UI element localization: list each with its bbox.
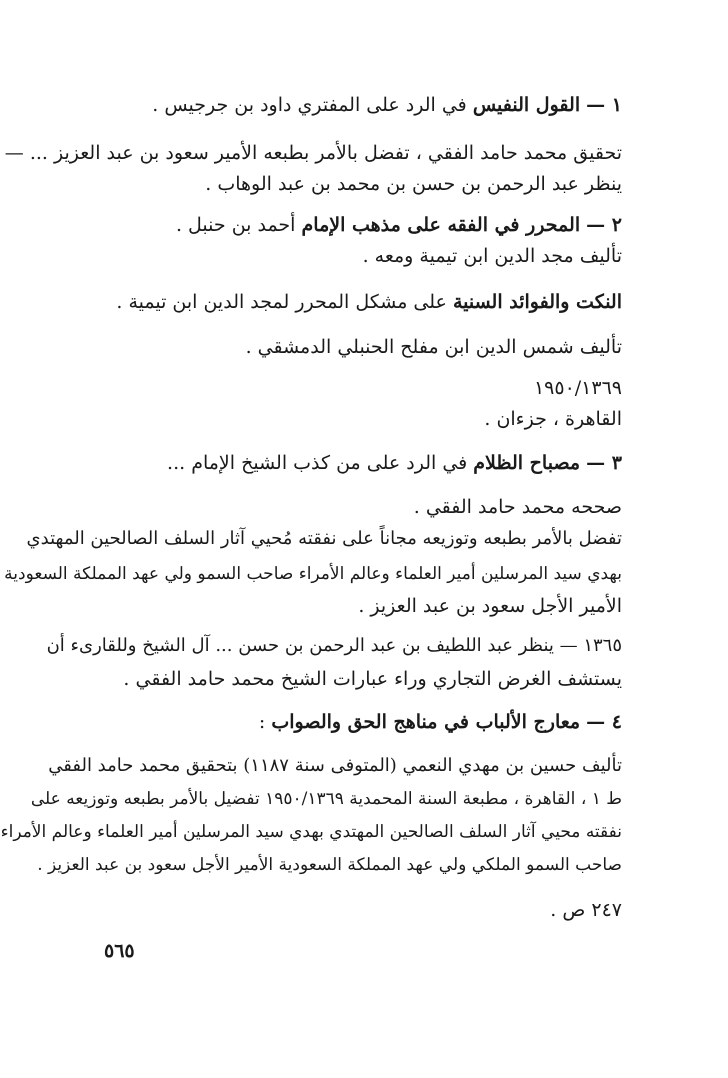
entry-nukat-line-2: ١٩٥٠/١٣٦٩ [533,377,622,399]
entry-1-title: القول النفيس [472,94,581,116]
entry-3-heading [167,450,622,476]
entry-3-line-2: تفضل بالأمر بطبعه وتوزيعه مجاناً على نفقته مُحيي آثار السلف الصالحين المهتدي [26,528,622,549]
page-number: ٥٦٥ [104,940,135,962]
entry-1-line-1: تحقيق محمد حامد الفقي ، تفضل بالأمر بطبعه الأمير سعود بن عبد العزيز ... — [4,142,622,164]
entry-2-title: المحرر في الفقه على مذهب الإمام [301,214,581,236]
entry-3-line-3: بهدي سيد المرسلين أمير العلماء وعالم الأمراء صاحب السمو ولي عهد المملكة السعودية [4,564,622,584]
entry-3-rest: في الرد على من كذب الشيخ الإمام ... [167,452,468,474]
entry-nukat-line-3: القاهرة ، جزءان . [484,408,622,430]
entry-nukat-line-1: تأليف شمس الدين ابن مفلح الحنبلي الدمشقي . [245,336,622,358]
entry-3-number: ٣ — [586,452,622,474]
entry-4-line-4: صاحب السمو الملكي ولي عهد المملكة السعودية الأمير الأجل سعود بن عبد العزيز . [37,855,622,875]
entry-nukat-rest: على مشكل المحرر لمجد الدين ابن تيمية . [116,291,447,313]
entry-4-line-2: ط ١ ، القاهرة ، مطبعة السنة المحمدية ١٩٥٠/١٣٦٩ تفضيل بالأمر بطبعه وتوزيعه على [30,789,622,809]
entry-4-number: ٤ — [586,711,622,733]
entry-3-line-5: ١٣٦٥ — ينظر عبد اللطيف بن عبد الرحمن بن حسن ... آل الشيخ وللقارىء أن [46,635,622,656]
entry-4-line-5: ٢٤٧ ص . [550,899,622,921]
entry-1-line-2: ينظر عبد الرحمن بن حسن بن محمد بن عبد الوهاب . [205,173,622,195]
entry-4-rest: : [258,711,266,733]
entry-4-line-1: تأليف حسين بن مهدي النعمي (المتوفى سنة ١١٨٧) بتحقيق محمد حامد الفقي [48,755,622,776]
entry-3-line-1: صححه محمد حامد الفقي . [413,496,622,518]
entry-3-line-6: يستشف الغرض التجاري وراء عبارات الشيخ محمد حامد الفقي . [123,668,622,690]
entry-4-heading [259,709,622,735]
entry-2-line-1: تأليف مجد الدين ابن تيمية ومعه . [362,245,622,267]
entry-4-title: معارج الألباب في مناهج الحق والصواب [271,711,581,733]
entry-3-title: مصباح الظلام [473,452,581,474]
entry-1-number: ١ — [586,94,622,116]
entry-2-rest: أحمد بن حنبل . [175,214,296,236]
entry-3-line-4: الأمير الأجل سعود بن عبد العزيز . [358,595,622,617]
entry-1-heading [152,92,622,118]
entry-2-number: ٢ — [586,214,622,236]
entry-2-heading [176,212,622,238]
entry-nukat-heading [116,289,622,315]
entry-4-line-3: نفقته محيي آثار السلف الصالحين المهتدي بهدي سيد المرسلين أمير العلماء وعالم الأمراء [0,822,622,842]
entry-nukat-title: النكت والفوائد السنية [452,291,622,313]
entry-1-rest: في الرد على المفتري داود بن جرجيس . [152,94,467,116]
